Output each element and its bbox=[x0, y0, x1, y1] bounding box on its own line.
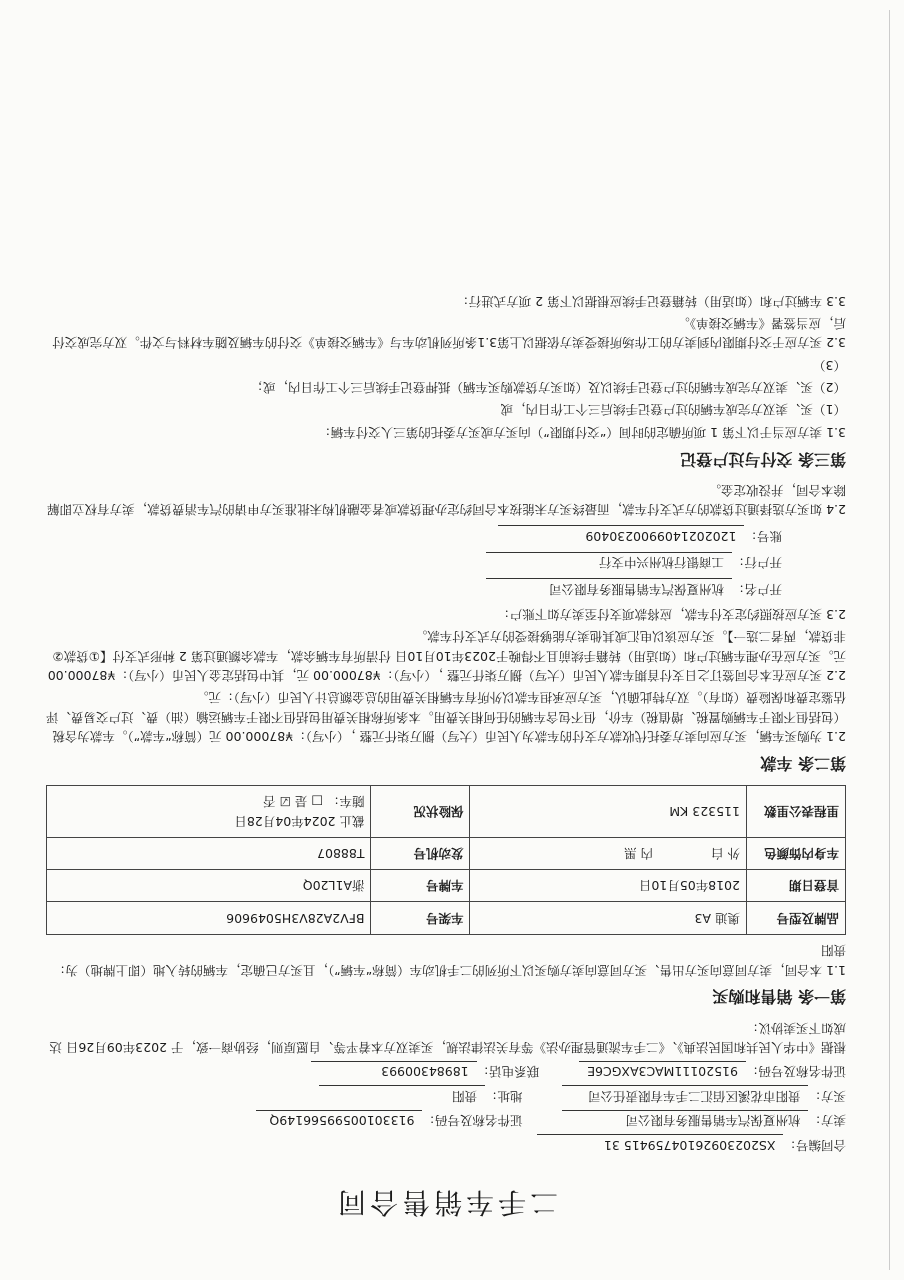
table-row: 首登日期 2018年05月10日 车牌号 浙A1L20Q bbox=[47, 870, 846, 902]
page-title: 二手车销售合同 bbox=[334, 1186, 559, 1219]
buyer-name: 贵阳市花溪区佰汇二手车有限责任公司 bbox=[562, 1085, 808, 1105]
buyer-cert: 91520111MAC3AXGC6E bbox=[579, 1061, 746, 1081]
table-row: 品牌及型号 奥迪 A3 车架号 BFV2A28V3H5049606 bbox=[47, 902, 846, 934]
section-2-title: 第二条 车款 bbox=[760, 753, 846, 773]
clause-3-1: 3.1 卖方应当于以下第 1 项所确定的时间（“交付期限”）向买方或买方委托的第三人交付车辆： bbox=[318, 424, 846, 440]
preamble: 根据《中华人民共和国民法典》、《二手车流通管理办法》等有关法律法规，买卖双方本着平等、自愿原则，经协商一致，于 2023年09月26日 达成如下买卖协议： bbox=[49, 1020, 846, 1056]
buyer-row: 买方： 贵阳市花溪区佰汇二手车有限责任公司 地址： 贵阳 bbox=[46, 1085, 846, 1105]
buyer-phone: 18984300993 bbox=[311, 1061, 477, 1081]
clause-3-2: 3.2 买方应于交付期限内到卖方的工作场所接受卖方依据以上第3.1条所列机动车与《车辆交接单》交付的车辆及随车材料与文件。双方完成交付后，应当签署《车辆交接单》。 bbox=[52, 315, 846, 351]
section-3-title: 第三条 交付与过户登记 bbox=[680, 449, 846, 469]
contract-body bbox=[46, 288, 846, 1224]
buyer-address: 贵阳 bbox=[319, 1085, 485, 1105]
clause-3-1-2: （2）买、卖双方完成车辆的过户登记手续以及（如买方贷款购买车辆）抵押登记手续后三个工作日内，或； bbox=[250, 380, 846, 396]
table-row: 车身内饰颜色 外 白 内 黑 发动机号 T88807 bbox=[47, 837, 846, 869]
account-name: 杭州夏保汽车销售服务有限公司 bbox=[486, 578, 732, 598]
with-no-checkbox: ☑ 否 bbox=[263, 794, 291, 810]
section-1-title: 第一条 销售和购买 bbox=[712, 987, 846, 1007]
account-number: 1202021409900230409 bbox=[498, 525, 744, 545]
seller-row: 卖方： 杭州夏保汽车销售服务有限公司 证件名称及号码： 91330100599566149Q bbox=[46, 1110, 846, 1130]
clause-2-4: 2.4 如买方选择通过贷款的方式支付车款，而最终买方未能按本合同约定办理贷款或者金融机构未批准买方申请的汽车消费贷款，卖方有权立即解除本合同，并没收定金。 bbox=[47, 483, 846, 518]
clause-3-3: 3.3 车辆过户和（如适用）转籍登记手续应根据以下第 2 项方式进行： bbox=[456, 293, 846, 309]
bank-info: 开户名： 杭州夏保汽车销售服务有限公司 开户行： 工商银行杭州兴中支行 账号： 1202021409900230409 bbox=[46, 525, 782, 598]
clause-3-1-3: （3） bbox=[813, 357, 846, 373]
clause-2-3: 2.3 买方应按照约定支付车款，应将款项支付至卖方如下账户： bbox=[497, 606, 846, 622]
clause-2-1: 2.1 为购买车辆，买方应向卖方委托代收款方支付的车款为人民币（大写）捌万柒仟元整 ，（小写）：¥87000.00 元（简称“车款”）。车款为含税（包括但不限于车辆购置税、增值税）车价，但不包含车辆的任何相关费用。本条所称相关费用包括但不限于车辆运输（油）费、过户交易费、评估鉴定费和保险费（如有）。双方特此确认，买方应承担车款以外所有车辆相关费用的总金额总计人民币（小写）：元。 bbox=[45, 690, 846, 745]
contract-number: 合同编号： XS20230926104759415 31 bbox=[46, 1134, 846, 1154]
seller-cert: 91330100599566149Q bbox=[256, 1110, 422, 1130]
table-row: 里程表公里数 115323 KM 保险状况 截止 2024年04月28日 随车： □ 是 ☑ 否 bbox=[47, 785, 846, 837]
clause-3-1-1: （1）买、卖双方完成车辆的过户登记手续后三个工作日内，或 bbox=[500, 402, 846, 418]
vehicle-table bbox=[46, 785, 846, 935]
bank-name: 工商银行杭州兴中支行 bbox=[486, 552, 732, 572]
with-yes-checkbox: □ 是 bbox=[294, 794, 323, 810]
clause-2-2: 2.2 买方应在本合同签订之日支付首期车款人民币（大写）捌万柒仟元整 ，（小写）：¥87000.00 元，其中包括定金人民币（小写）：¥87000.00 元。买方应在办理车辆过户和（如适用）转籍手续前且不得晚于2023年10月10日 付清所有车辆余款，车款余额通过第 2 种形式支付【①贷款②非贷款，两者二选一】。买方应该以电汇或其他卖方能够接受的方式支付车款。 bbox=[47, 629, 846, 684]
clause-1-1: 1.1 本合同，卖方同意向买方出售、买方同意向卖方购买以下所列的二手机动车（简称“车辆”），且买方已确定，车辆的转入地（即上牌地）为：贵阳 bbox=[52, 943, 846, 978]
buyer-cert-row: 证件名称及号码： 91520111MAC3AXGC6E 联系电话： 18984300993 bbox=[46, 1061, 846, 1081]
seller-name: 杭州夏保汽车销售服务有限公司 bbox=[562, 1110, 808, 1130]
